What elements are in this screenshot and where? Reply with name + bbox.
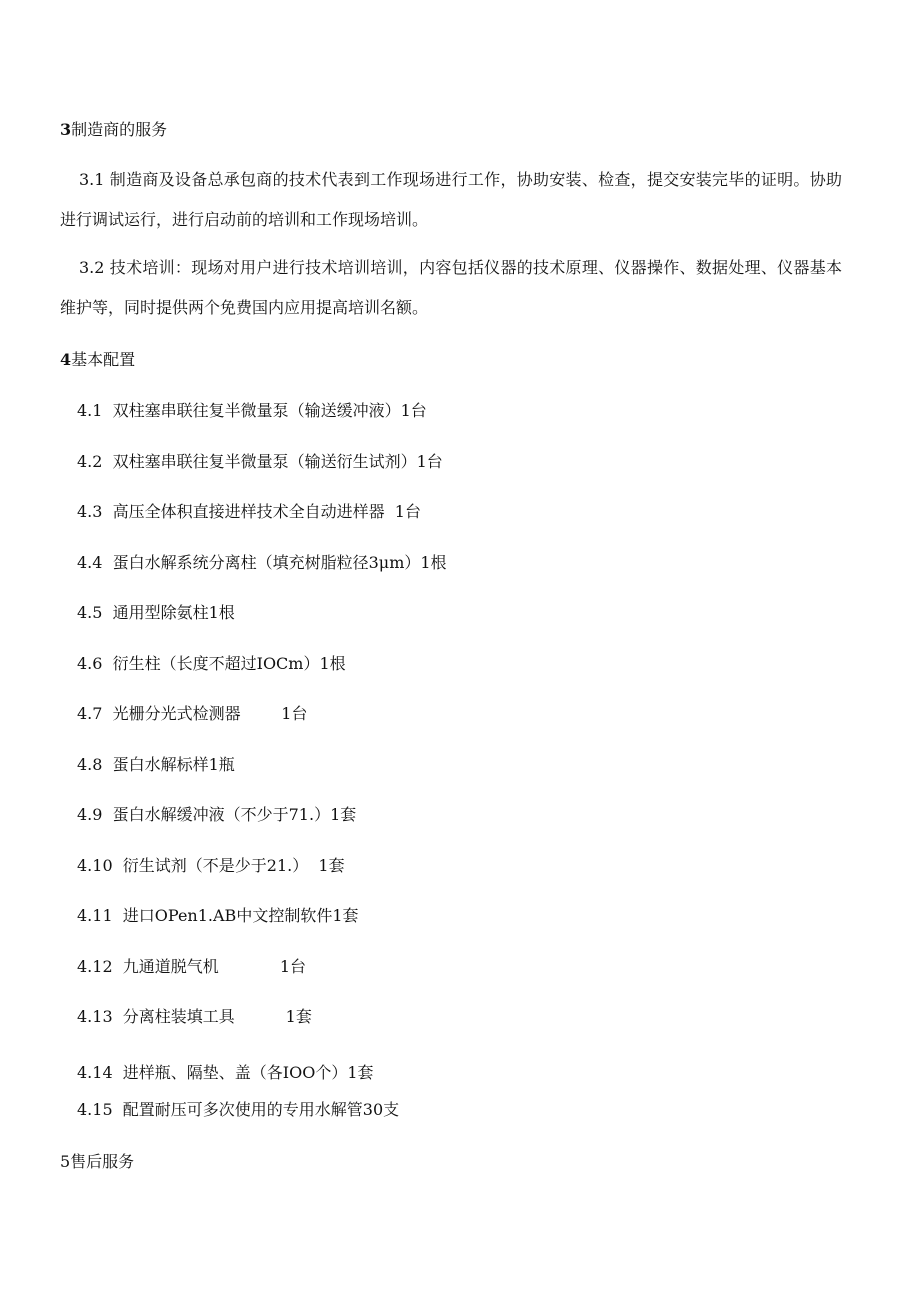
section-4-number: 4 <box>60 350 72 369</box>
config-item-4-15: 4.15 配置耐压可多次使用的专用水解管30支 <box>77 1100 400 1119</box>
config-item-4-2: 4.2 双柱塞串联往复半微量泵（输送衍生试剂）1台 <box>77 452 443 471</box>
section-4-heading <box>60 350 135 370</box>
config-item-4-5: 4.5 通用型除氨柱1根 <box>77 603 235 622</box>
config-item-4-8: 4.8 蛋白水解标样1瓶 <box>77 755 235 774</box>
config-item-4-4: 4.4 蛋白水解系统分离柱（填充树脂粒径3μm）1根 <box>77 553 447 572</box>
config-item-4-3: 4.3 高压全体积直接进样技术全自动进样器 1台 <box>77 502 421 521</box>
config-item-4-12: 4.12 九通道脱气机 1台 <box>77 957 307 976</box>
config-item-4-7: 4.7 光栅分光式检测器 1台 <box>77 704 308 723</box>
config-item-4-11: 4.11 进口OPen1.AB中文控制软件1套 <box>77 906 359 925</box>
config-item-4-14: 4.14 进样瓶、隔垫、盖（各IOO个）1套 <box>77 1063 374 1082</box>
config-item-4-6: 4.6 衍生柱（长度不超过IOCm）1根 <box>77 654 346 673</box>
config-item-4-13: 4.13 分离柱装填工具 1套 <box>77 1007 312 1026</box>
section-3-title: 制造商的服务 <box>71 120 168 139</box>
section-3-heading <box>60 120 167 140</box>
paragraph-3-1: 3.1 制造商及设备总承包商的技术代表到工作现场进行工作，协助安装、检查，提交安装完毕的证明。协助进行调试运行，进行启动前的培训和工作现场培训。 <box>60 170 842 229</box>
section-5-heading: 5售后服务 <box>60 1152 135 1171</box>
paragraph-3-2: 3.2 技术培训：现场对用户进行技术培训培训，内容包括仪器的技术原理、仪器操作、数据处理、仪器基本维护等，同时提供两个免费国内应用提高培训名额。 <box>60 258 842 317</box>
config-item-4-1: 4.1 双柱塞串联往复半微量泵（输送缓冲液）1台 <box>77 401 427 420</box>
config-item-4-10: 4.10 衍生试剂（不是少于21.） 1套 <box>77 856 345 875</box>
section-3-number: 3 <box>60 120 72 139</box>
section-4-title: 基本配置 <box>71 350 136 369</box>
config-item-4-9: 4.9 蛋白水解缓冲液（不少于71.）1套 <box>77 805 357 824</box>
